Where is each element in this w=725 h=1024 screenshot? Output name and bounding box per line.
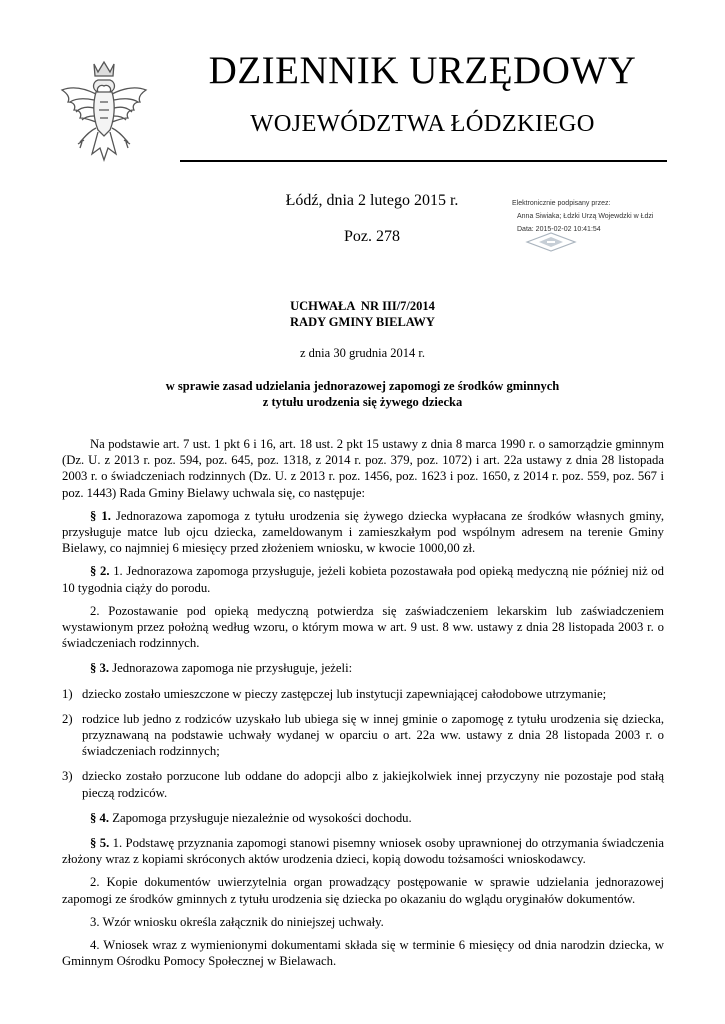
section-4-paragraph: [62, 810, 664, 826]
section-3-text: Jednorazowa zapomoga nie przysługuje, jeżeli:: [109, 661, 353, 676]
list-item: [62, 768, 664, 800]
section-5-paragraph-2: 2. Kopie dokumentów uwierzytelnia organ prowadzący postępowanie w sprawie udzielania jednorazowej zapomogi ze środków gminnych z tytułu urodzenia się dziecka po okazaniu do wglądu oryginałów dokumentów.: [62, 875, 664, 906]
section-5-text-1: 1. Podstawę przyznania zapomogi stanowi pisemny wniosek osoby uprawnionej do otrzymania świadczenia złożony wraz z kopiami skróconych aktów urodzenia dzieci, kopią dowodu tożsamości wnioskodawcy.: [62, 836, 664, 867]
resolution-number: UCHWAŁA NR III/7/2014: [290, 299, 435, 313]
resolution-authority: RADY GMINY BIELAWY: [290, 315, 435, 329]
section-5-paragraph-3: 3. Wzór wniosku określa załącznik do niniejszej uchwały.: [90, 914, 384, 929]
subject-line-1: w sprawie zasad udzielania jednorazowej zapomogi ze środków gminnych: [165, 379, 560, 393]
signature-verification-icon: [525, 231, 577, 253]
section-2-text-1: 1. Jednorazowa zapomoga przysługuje, jeżeli kobieta pozostawała pod opieką medyczną nie później niż od 10 tygodnia ciąży do porodu.: [62, 564, 664, 595]
publication-date: Łódź, dnia 2 lutego 2015 r.: [285, 192, 459, 209]
resolution-body: [62, 436, 664, 969]
section-3-paragraph: [62, 660, 664, 676]
list-item-number: 3): [62, 769, 73, 784]
section-1-text: Jednorazowa zapomoga z tytułu urodzenia się żywego dziecka wypłacana ze środków własnych gminy, przysługuje matce lub ojcu dziecka, zameldowanym i zamieszkałym pod wspólnym adresem na terenie Gminy Bielawy, co najmniej 6 miesięcy przed złożeniem wniosku, w kwocie 1000,00 zł.: [62, 508, 665, 556]
subject-line-2: z tytułu urodzenia się żywego dziecka: [262, 395, 463, 409]
resolution-subject: [120, 378, 605, 410]
list-item-text: dziecko zostało porzucone lub oddane do adopcji albo z jakiejkolwiek innej przyczyny nie pozostaje pod stałą pieczą rodziców.: [82, 769, 664, 800]
section-1-paragraph: [62, 508, 664, 557]
signature-label: Elektronicznie podpisany przez:: [512, 200, 611, 207]
list-item-text: rodzice lub jedno z rodziców uzyskało lub ubiega się w innej gminie o zapomogę z tytułu urodzenia się dziecka, przyznawaną na podstawie uchwały wydanej w oparciu o art. 22a ww. ustawy z dnia 28 listopada 2003 r. o świadczeniach rodzinnych;: [82, 711, 664, 759]
section-2-label: § 2.: [90, 564, 110, 579]
resolution-heading: [0, 298, 725, 330]
section-3-label: § 3.: [90, 661, 110, 676]
section-4-label: § 4.: [90, 810, 110, 825]
list-item-text: dziecko zostało umieszczone w pieczy zastępczej lub instytucji zapewniającej całodobowe utrzymanie;: [82, 686, 607, 701]
section-2-paragraph: [62, 563, 664, 595]
preamble-paragraph: Na podstawie art. 7 ust. 1 pkt 6 i 16, art. 18 ust. 2 pkt 15 ustawy z dnia 8 marca 1990 r. o samorządzie gminnym (Dz. U. z 2013 r. poz. 594, poz. 645, poz. 1318, z 2014 r. poz. 379, poz. 1072) i art. 22a ustawy z dnia 28 listopada 2003 r. o świadczeniach rodzinnych (Dz. U. z 2013 r. poz. 1456, poz. 1623 i poz. 1650, z 2014 r. poz. 559, poz. 567 i poz. 1443) Rada Gminy Bielawy uchwala się, co następuje:: [62, 437, 664, 500]
section-5-paragraph: [62, 835, 664, 867]
header-divider: [180, 160, 667, 162]
section-1-label: § 1.: [90, 508, 111, 523]
polish-eagle-emblem-icon: [58, 58, 150, 168]
list-item-number: 1): [62, 686, 73, 701]
list-item: [62, 686, 664, 702]
list-item: [62, 711, 664, 760]
list-item-number: 2): [62, 711, 73, 726]
journal-subtitle: WOJEWÓDZTWA ŁÓDZKIEGO: [250, 110, 595, 137]
section-5-paragraph-4: 4. Wniosek wraz z wymienionymi dokumentami składa się w terminie 6 miesięcy od dnia narodzin dziecka, w Gminnym Ośrodku Pomocy Społecznej w Bielawach.: [62, 938, 664, 969]
section-2-paragraph-2: 2. Pozostawanie pod opieką medyczną potwierdza się zaświadczeniem lekarskim lub zaświadczeniem wystawionym przez położną według wzoru, o którym mowa w art. 9 ust. 8 ww. ustawy z dnia 28 listopada 2003 r. o świadczeniach rodzinnych.: [62, 603, 664, 651]
section-4-text: Zapomoga przysługuje niezależnie od wysokości dochodu.: [109, 810, 412, 825]
section-5-label: § 5.: [90, 836, 110, 851]
resolution-date: z dnia 30 grudnia 2014 r.: [300, 346, 425, 360]
signature-signer: Anna Siwiaka; Łdzki Urzą Wojewdzki w Łdzi: [517, 213, 654, 220]
position-number: Poz. 278: [344, 228, 400, 245]
signature-date: Data: 2015-02-02 10:41:54: [517, 226, 601, 233]
journal-title: DZIENNIK URZĘDOWY: [208, 49, 637, 92]
